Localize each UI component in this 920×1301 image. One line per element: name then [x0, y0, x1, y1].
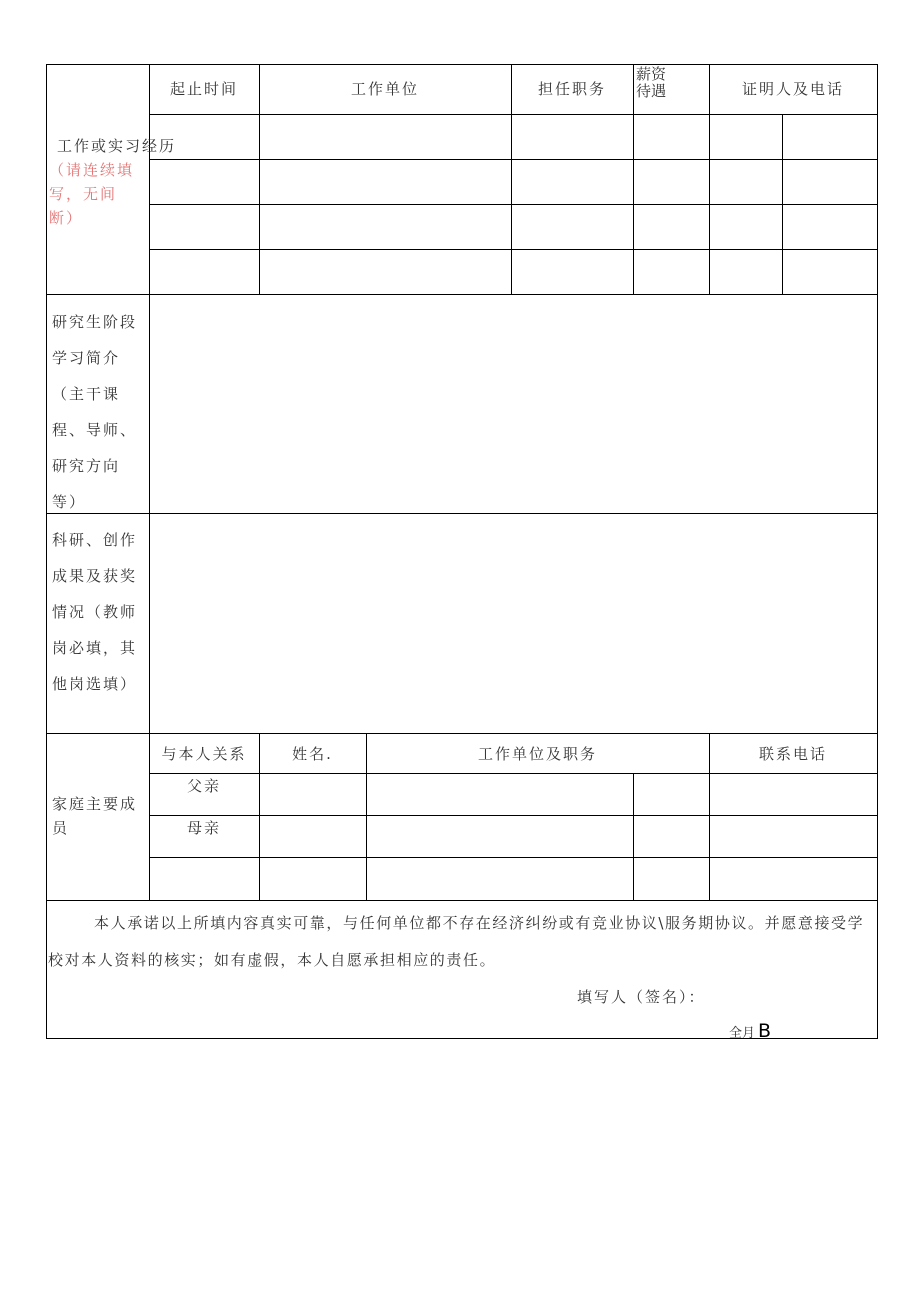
- table-border-right: [877, 64, 878, 1039]
- column-divider: [259, 64, 260, 294]
- declaration-text: [48, 905, 874, 979]
- column-divider: [633, 64, 634, 294]
- date-mark: B: [758, 1020, 772, 1042]
- family-relation-father: 父亲: [186, 777, 221, 795]
- section-divider: [46, 294, 878, 295]
- column-divider: [709, 64, 710, 294]
- family-header-name: 姓名.: [292, 745, 333, 763]
- section-divider: [46, 733, 878, 734]
- table-border-top: [46, 64, 878, 65]
- work-experience-note: （请连续填写，无间断）: [49, 161, 135, 227]
- header-employer: 工作单位: [350, 80, 419, 98]
- section-divider: [46, 513, 878, 514]
- family-relation-mother: 母亲: [186, 819, 221, 837]
- column-divider: [511, 64, 512, 294]
- header-salary: 薪资待遇: [636, 65, 667, 100]
- column-divider: [633, 773, 634, 900]
- graduate-study-label: 研究生阶段学习简介（主干课程、导师、研究方向等）: [52, 313, 138, 511]
- label-column-divider: [149, 64, 150, 900]
- family-label: 家庭主要成员: [52, 795, 138, 837]
- header-period: 起止时间: [169, 80, 238, 98]
- header-position: 担任职务: [537, 80, 606, 98]
- section-divider: [46, 900, 878, 901]
- family-header-relation: 与本人关系: [161, 745, 247, 763]
- work-experience-label: [49, 134, 177, 230]
- date-field: [729, 1020, 771, 1042]
- family-header-employer: 工作单位及职务: [477, 745, 597, 763]
- column-divider: [782, 114, 783, 294]
- declaration-body: 本人承诺以上所填内容真实可靠，与任何单位都不存在经济纠纷或有竞业协议\服务期协议。并愿意接受学校对本人资料的核实；如有虚假，本人自愿承担相应的责任。: [48, 914, 865, 969]
- family-header-phone: 联系电话: [758, 745, 827, 763]
- header-reference: 证明人及电话: [741, 80, 844, 98]
- application-form: [46, 64, 878, 1042]
- date-label: 全月: [729, 1026, 756, 1041]
- signature-label: 填写人（签名）：: [577, 988, 706, 1006]
- table-border-left: [46, 64, 47, 1039]
- work-experience-title: 工作或实习经历: [57, 137, 177, 155]
- research-label: 科研、创作成果及获奖情况（教师岗必填，其他岗选填）: [52, 531, 138, 693]
